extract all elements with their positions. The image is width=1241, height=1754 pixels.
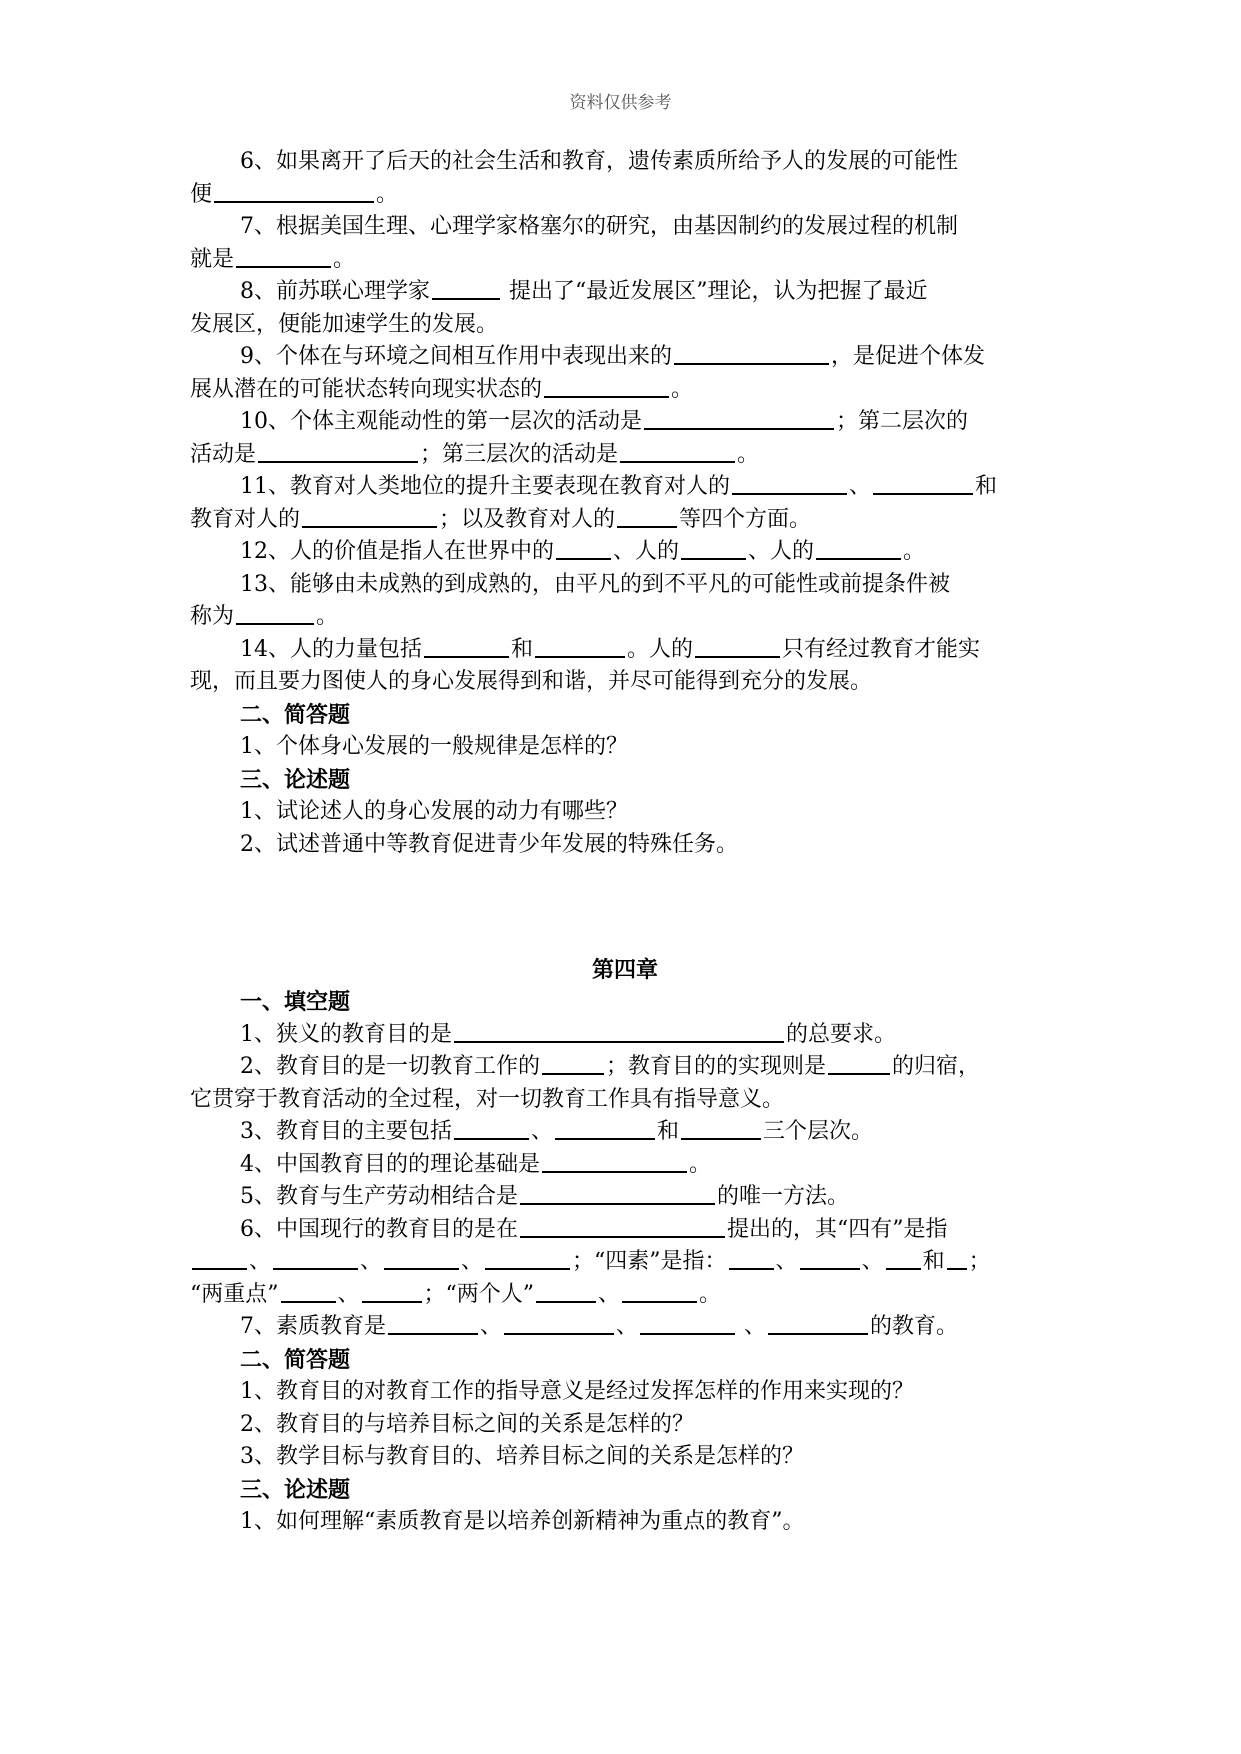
question-line xyxy=(190,666,1060,699)
text-segment: 、 xyxy=(337,1281,360,1307)
text-segment: ；“两个人” xyxy=(423,1281,535,1307)
text-segment: 就是 xyxy=(190,246,235,272)
text-segment: 1、个体身心发展的一般规律是怎样的？ xyxy=(240,734,628,759)
text-segment: 。 xyxy=(689,1151,712,1177)
text-segment: 。 xyxy=(737,441,760,467)
blank-underline xyxy=(681,536,746,560)
blank-underline xyxy=(544,374,669,398)
text-segment: 和 xyxy=(922,1249,945,1274)
text-segment: 展从潜在的可能状态转向现实状态的 xyxy=(190,376,543,402)
blank-underline xyxy=(542,1051,604,1075)
blank-underline xyxy=(384,1246,459,1270)
blank-underline xyxy=(424,634,509,658)
text-segment: 只有经过教育才能实 xyxy=(782,636,981,662)
text-segment: 、人的 xyxy=(613,539,680,564)
question-line xyxy=(190,406,1060,439)
text-segment: 和 xyxy=(657,1119,680,1144)
text-segment: 、 xyxy=(360,1249,383,1274)
question-line xyxy=(190,1149,1060,1182)
blank-underline xyxy=(617,504,677,528)
blank-underline xyxy=(214,179,374,203)
text-segment: 现，而且要力图使人的身心发展得到和谐，并尽可能得到充分的发展。 xyxy=(190,669,873,694)
text-segment: ；第三层次的活动是 xyxy=(420,441,619,467)
text-segment: 活动是 xyxy=(190,441,257,467)
text-segment: 、 xyxy=(849,474,872,499)
page-header: 资料仅供参考 xyxy=(569,93,672,113)
question-line xyxy=(190,471,1060,504)
text-segment: 。 xyxy=(671,376,694,402)
question-line xyxy=(190,829,1060,862)
section-heading xyxy=(190,986,1060,1019)
question-line xyxy=(190,1116,1060,1149)
text-segment: ；以及教育对人的 xyxy=(439,506,616,532)
text-segment: 教育对人的 xyxy=(190,506,301,532)
text-segment: 1、教育目的对教育工作的指导意义是经过发挥怎样的作用来实现的？ xyxy=(240,1379,914,1404)
text-segment: 的总要求。 xyxy=(786,1021,897,1047)
text-segment: 9、个体在与环境之间相互作用中表现出来的 xyxy=(240,344,672,369)
blank-underline xyxy=(674,341,829,365)
question-line xyxy=(190,276,1060,309)
blank-underline xyxy=(535,634,625,658)
text-segment: 、 xyxy=(775,1249,798,1274)
question-line xyxy=(190,309,1060,342)
text-segment: “两重点” xyxy=(190,1281,279,1307)
question-line xyxy=(190,146,1060,179)
question-line xyxy=(190,374,1060,407)
text-segment: ；教育目的的实现则是 xyxy=(606,1054,827,1079)
text-segment: 3、教育目的主要包括 xyxy=(240,1119,452,1144)
question-line xyxy=(190,1084,1060,1117)
text-segment: 二、简答题 xyxy=(240,701,351,728)
question-line xyxy=(190,1409,1060,1442)
blank-underline xyxy=(542,1149,687,1173)
blank-underline xyxy=(281,1279,336,1303)
text-segment: 的归宿， xyxy=(892,1054,981,1079)
question-line xyxy=(190,796,1060,829)
text-segment: 、 xyxy=(531,1119,554,1144)
blank-underline xyxy=(432,276,500,300)
question-line xyxy=(190,634,1060,667)
blank-underline xyxy=(362,1279,422,1303)
blank-underline xyxy=(485,1246,570,1270)
section-heading xyxy=(190,1474,1060,1507)
text-segment: ，是促进个体发 xyxy=(831,344,986,369)
question-line xyxy=(190,341,1060,374)
text-segment: 10、个体主观能动性的第一层次的活动是 xyxy=(240,409,642,434)
blank-underline xyxy=(732,471,847,495)
text-segment: 6、如果离开了后天的社会生活和教育，遗传素质所给予人的发展的可能性 xyxy=(240,149,958,174)
blank-underline xyxy=(520,1181,715,1205)
blank-underline xyxy=(258,439,418,463)
text-segment: 14、人的力量包括 xyxy=(240,636,422,662)
question-line xyxy=(190,1311,1060,1344)
section-heading xyxy=(190,699,1060,732)
blank-underline xyxy=(555,1116,655,1140)
text-segment: 的教育。 xyxy=(870,1314,959,1339)
text-segment: 二、简答题 xyxy=(240,1346,351,1373)
question-line xyxy=(190,569,1060,602)
blank-underline xyxy=(536,1279,596,1303)
text-segment: 三个层次。 xyxy=(763,1119,874,1144)
text-segment: 4、中国教育目的的理论基础是 xyxy=(240,1151,540,1177)
text-segment: 发展区，便能加速学生的发展。 xyxy=(190,311,499,337)
blank-underline xyxy=(886,1246,921,1270)
text-segment: 、 xyxy=(737,1314,767,1339)
chapter-3-section xyxy=(190,146,1060,861)
question-line xyxy=(190,1506,1060,1539)
text-segment: 13、能够由未成熟的到成熟的，由平凡的到不平凡的可能性或前提条件被 xyxy=(240,571,950,597)
blank-underline xyxy=(273,1246,358,1270)
text-segment: 12、人的价值是指人在世界中的 xyxy=(240,539,554,564)
question-line xyxy=(190,1181,1060,1214)
blank-underline xyxy=(681,1116,761,1140)
text-segment: 2、教育目的与培养目标之间的关系是怎样的？ xyxy=(240,1411,694,1437)
blank-underline xyxy=(454,1116,529,1140)
blank-underline xyxy=(729,1246,774,1270)
question-line xyxy=(190,731,1060,764)
text-segment: 11、教育对人类地位的提升主要表现在教育对人的 xyxy=(240,474,730,499)
text-segment: 3、教学目标与教育目的、培养目标之间的关系是怎样的？ xyxy=(240,1444,804,1469)
text-segment: 。 xyxy=(699,1281,722,1307)
blank-underline xyxy=(828,1051,890,1075)
text-segment: 等四个方面。 xyxy=(679,506,812,532)
text-segment: 称为 xyxy=(190,604,235,629)
blank-underline xyxy=(640,1311,735,1335)
text-segment: 。 xyxy=(903,539,926,564)
blank-underline xyxy=(388,1311,478,1335)
text-segment: 8、前苏联心理学家 xyxy=(240,279,430,304)
text-segment: 、 xyxy=(616,1314,639,1339)
text-segment: 1、试论述人的身心发展的动力有哪些？ xyxy=(240,799,628,824)
text-segment: 2、教育目的是一切教育工作的 xyxy=(240,1054,540,1079)
question-line xyxy=(190,1441,1060,1474)
blank-underline xyxy=(768,1311,868,1335)
text-segment: 1、狭义的教育目的是 xyxy=(240,1021,452,1047)
text-segment: 、 xyxy=(861,1249,884,1274)
blank-underline xyxy=(556,536,611,560)
text-segment: 、 xyxy=(598,1281,621,1307)
text-segment: 5、教育与生产劳动相结合是 xyxy=(240,1184,518,1209)
text-segment: 便 xyxy=(190,181,213,207)
blank-underline xyxy=(800,1246,860,1270)
blank-underline xyxy=(302,504,437,528)
text-segment: 和 xyxy=(511,636,534,662)
question-line xyxy=(190,439,1060,472)
text-segment: 它贯穿于教育活动的全过程，对一切教育工作具有指导意义。 xyxy=(190,1086,785,1112)
section-heading xyxy=(190,1344,1060,1377)
question-line xyxy=(190,244,1060,277)
question-line xyxy=(190,601,1060,634)
blank-underline xyxy=(620,439,735,463)
text-segment: 三、论述题 xyxy=(240,1476,351,1503)
question-line xyxy=(190,504,1060,537)
question-line xyxy=(190,1019,1060,1052)
text-segment: 7、根据美国生理、心理学家格塞尔的研究，由基因制约的发展过程的机制 xyxy=(240,214,958,239)
text-segment: 。 xyxy=(316,604,339,629)
text-segment: 。 xyxy=(333,246,356,272)
question-line xyxy=(190,1376,1060,1409)
text-segment: 。 xyxy=(376,181,399,207)
blank-underline xyxy=(504,1311,614,1335)
blank-underline xyxy=(695,634,780,658)
blank-underline xyxy=(816,536,901,560)
text-segment: 6、中国现行的教育目的是在 xyxy=(240,1216,518,1242)
text-segment: 三、论述题 xyxy=(240,766,351,793)
text-segment: 的唯一方法。 xyxy=(717,1184,850,1209)
question-line xyxy=(190,536,1060,569)
question-line xyxy=(190,179,1060,212)
section-heading xyxy=(190,764,1060,797)
blank-underline xyxy=(236,601,314,625)
text-segment: 提出的，其“四有”是指 xyxy=(727,1216,948,1242)
text-segment: 提出了“最近发展区”理论，认为把握了最近 xyxy=(502,279,928,304)
chapter-4-section xyxy=(190,986,1060,1539)
question-line xyxy=(190,1246,1060,1279)
question-line xyxy=(190,211,1060,244)
blank-underline xyxy=(520,1214,725,1238)
question-line xyxy=(190,1214,1060,1247)
text-segment: 一、填空题 xyxy=(240,989,351,1015)
question-line xyxy=(190,1279,1060,1312)
text-segment: ；“四素”是指： xyxy=(572,1249,727,1274)
chapter-title: 第四章 xyxy=(591,956,658,983)
text-segment: ；第二层次的 xyxy=(836,409,969,434)
blank-underline xyxy=(644,406,834,430)
blank-underline xyxy=(454,1019,784,1043)
text-segment: ； xyxy=(968,1249,991,1274)
blank-underline xyxy=(622,1279,697,1303)
text-segment: 1、如何理解“素质教育是以培养创新精神为重点的教育”。 xyxy=(240,1509,805,1534)
text-segment: 、人的 xyxy=(748,539,815,564)
text-segment: 、 xyxy=(480,1314,503,1339)
blank-underline xyxy=(192,1246,247,1270)
question-line xyxy=(190,1051,1060,1084)
text-segment: 、 xyxy=(249,1249,272,1274)
blank-underline xyxy=(873,471,973,495)
text-segment: 和 xyxy=(975,474,998,499)
blank-underline xyxy=(236,244,331,268)
text-segment: 7、素质教育是 xyxy=(240,1314,386,1339)
blank-underline xyxy=(947,1246,967,1270)
text-segment: 2、试述普通中等教育促进青少年发展的特殊任务。 xyxy=(240,831,738,857)
text-segment: 、 xyxy=(461,1249,484,1274)
text-segment: 。人的 xyxy=(627,636,694,662)
document-body xyxy=(190,146,1060,1539)
